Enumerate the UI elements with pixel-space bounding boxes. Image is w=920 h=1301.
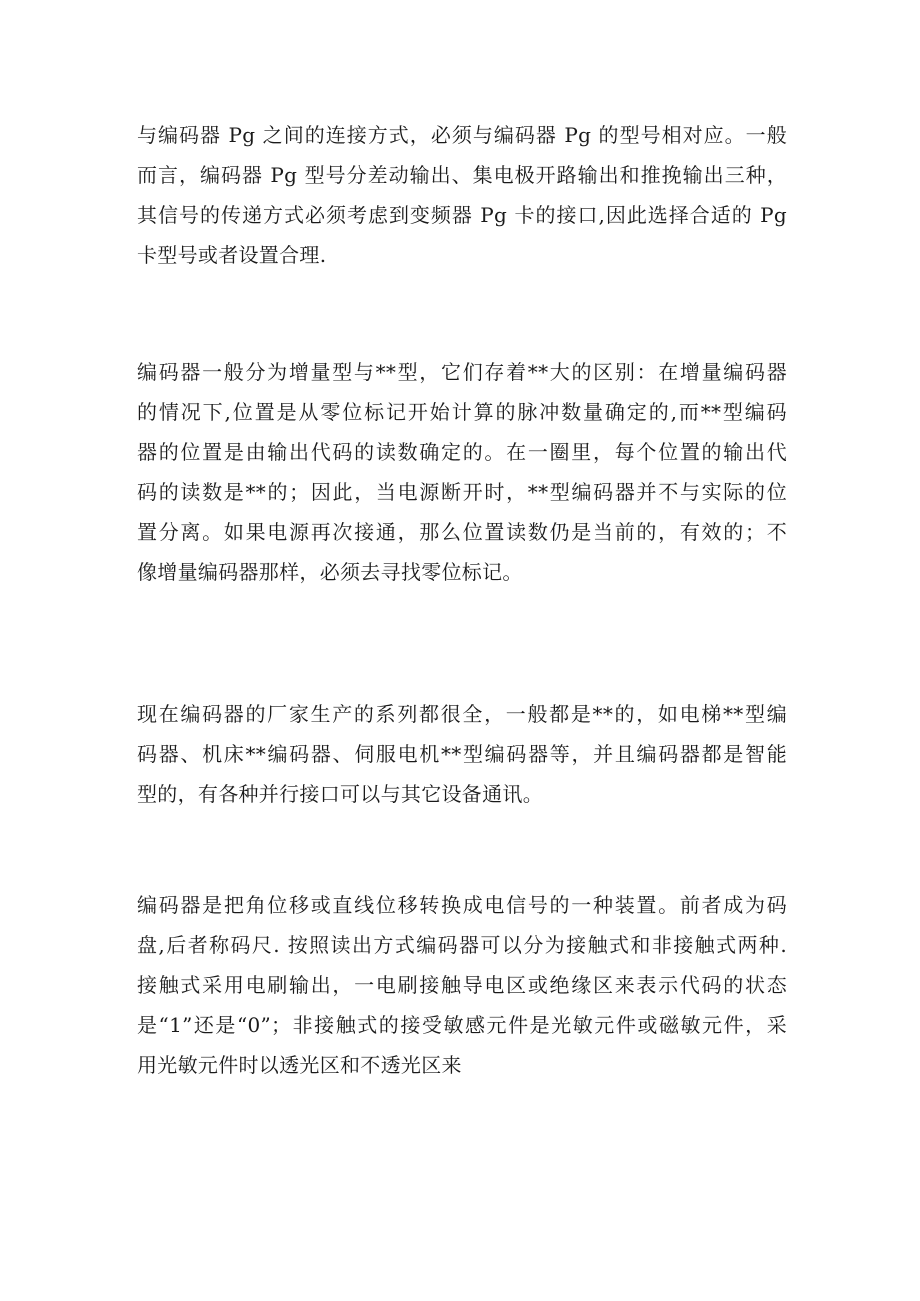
- text-line: 编码器一般分为增量型与**型，它们存着**大的区别：在增量编码器: [137, 360, 787, 384]
- paragraph-manufacturers: [137, 694, 787, 814]
- text-line: 像增量编码器那样，必须去寻找零位标记。: [137, 560, 523, 584]
- text-line: 其信号的传递方式必须考虑到变频器 Pg 卡的接口,因此选择合适的 Pg: [137, 203, 787, 227]
- text-line: 是“1”还是“0”；非接触式的接受敏感元件是光敏元件或磁敏元件，采: [137, 1013, 787, 1037]
- text-line: 码的读数是**的；因此，当电源断开时，**型编码器并不与实际的位: [137, 480, 787, 504]
- text-line: 现在编码器的厂家生产的系列都很全，一般都是**的，如电梯**型编: [137, 702, 787, 726]
- text-line: 型的，有各种并行接口可以与其它设备通讯。: [137, 782, 543, 806]
- text-line: 的情况下,位置是从零位标记开始计算的脉冲数量确定的,而**型编码: [137, 400, 787, 424]
- text-line: 与编码器 Pg 之间的连接方式，必须与编码器 Pg 的型号相对应。一般: [137, 123, 787, 147]
- text-line: 置分离。如果电源再次接通，那么位置读数仍是当前的，有效的；不: [137, 520, 787, 544]
- paragraph-pg-connection: [137, 115, 787, 275]
- text-line: 接触式采用电刷输出，一电刷接触导电区或绝缘区来表示代码的状态: [137, 973, 787, 997]
- paragraph-encoder-types: [137, 352, 787, 592]
- paragraph-encoder-definition: [137, 885, 787, 1085]
- text-line: 码器、机床**编码器、伺服电机**型编码器等，并且编码器都是智能: [137, 742, 787, 766]
- text-line: 盘,后者称码尺. 按照读出方式编码器可以分为接触式和非接触式两种.: [137, 933, 787, 957]
- text-line: 卡型号或者设置合理.: [137, 243, 327, 267]
- text-line: 而言，编码器 Pg 型号分差动输出、集电极开路输出和推挽输出三种，: [137, 163, 787, 187]
- text-line: 器的位置是由输出代码的读数确定的。在一圈里，每个位置的输出代: [137, 440, 787, 464]
- text-line: 编码器是把角位移或直线位移转换成电信号的一种装置。前者成为码: [137, 893, 787, 917]
- text-line: 用光敏元件时以透光区和不透光区来: [137, 1053, 462, 1077]
